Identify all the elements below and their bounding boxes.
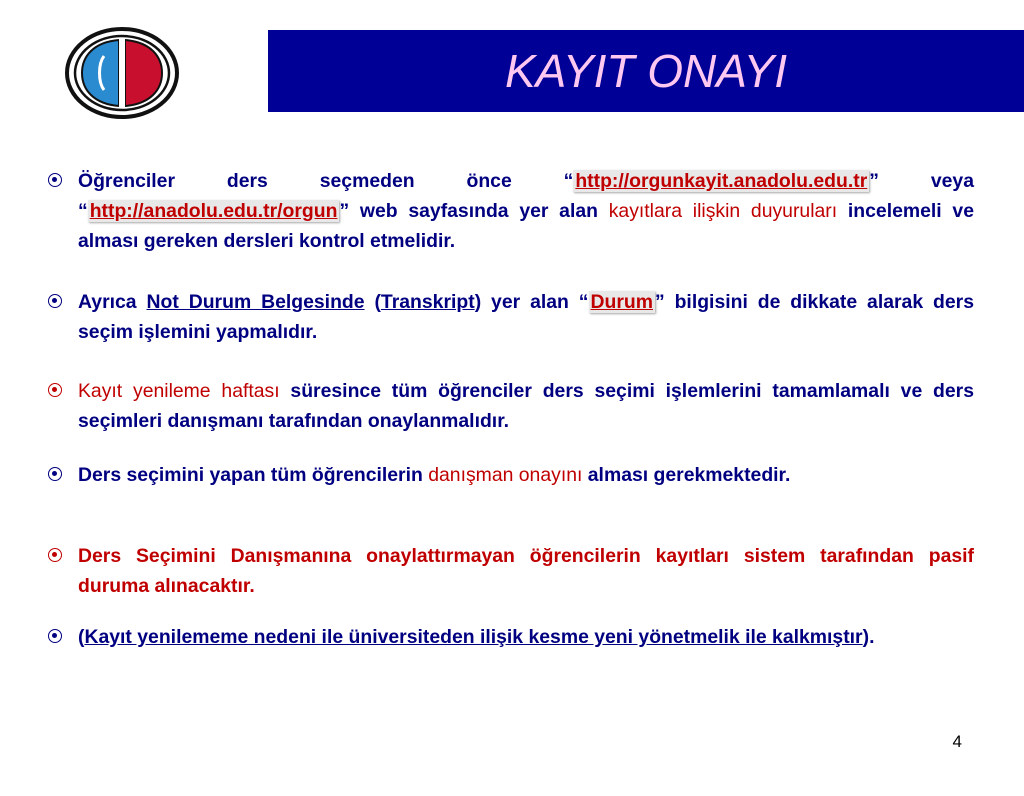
title-bar [268,30,1024,112]
page-number: 4 [952,732,962,751]
bullet-advisor-approval: Ders seçimini yapan tüm öğrencilerin danışman onayını alması gerekmektedir. [42,460,974,490]
orgunkayit-link[interactable]: http://orgunkayit.anadolu.edu.tr [575,170,868,192]
bullet-course-selection: Öğrenciler ders seçmeden önce “ http://orgunkayit.anadolu.edu.tr ” veya “ http://anadolu.edu.tr/orgun ” web sayfasında yer alan kayıtlara ilişkin duyuruları incelemeli ve alması gereken dersleri kontrol etmelidir. [42,166,974,256]
bullet-icon [48,548,62,562]
anadolu-university-logo-icon [64,26,180,120]
anadolu-orgun-link[interactable]: http://anadolu.edu.tr/orgun [89,200,338,222]
bullet-transcript: Ayrıca Not Durum Belgesinde (Transkript) yer alan “ Durum ” bilgisini de dikkate alarak ders seçim işlemini yapmalıdır. [42,287,974,347]
durum-link[interactable]: Durum [590,291,653,313]
bullet-passive-status: Ders Seçimini Danışmanına onaylattırmayan öğrencilerin kayıtları sistem tarafından pasif duruma alınacaktır. [42,541,974,601]
regulation-link[interactable]: Kayıt yenilememe nedeni ile üniversiteden ilişik kesme yeni yönetmelik ile kalkmıştır [84,626,863,648]
bullet-icon [48,294,62,308]
bullet-registration-week: Kayıt yenileme haftası süresince tüm öğrenciler ders seçimi işlemlerini tamamlamalı ve ders seçimleri danışmanı tarafından onaylanmalıdır. [42,376,974,436]
bullet-regulation: (Kayıt yenilememe nedeni ile üniversiteden ilişik kesme yeni yönetmelik ile kalkmıştır). [42,622,974,652]
bullet-icon [48,173,62,187]
bullet-icon [48,383,62,397]
bullet-icon [48,467,62,481]
university-logo [64,26,180,120]
bullet-icon [48,629,62,643]
slide-title: KAYIT ONAYI [504,45,788,97]
